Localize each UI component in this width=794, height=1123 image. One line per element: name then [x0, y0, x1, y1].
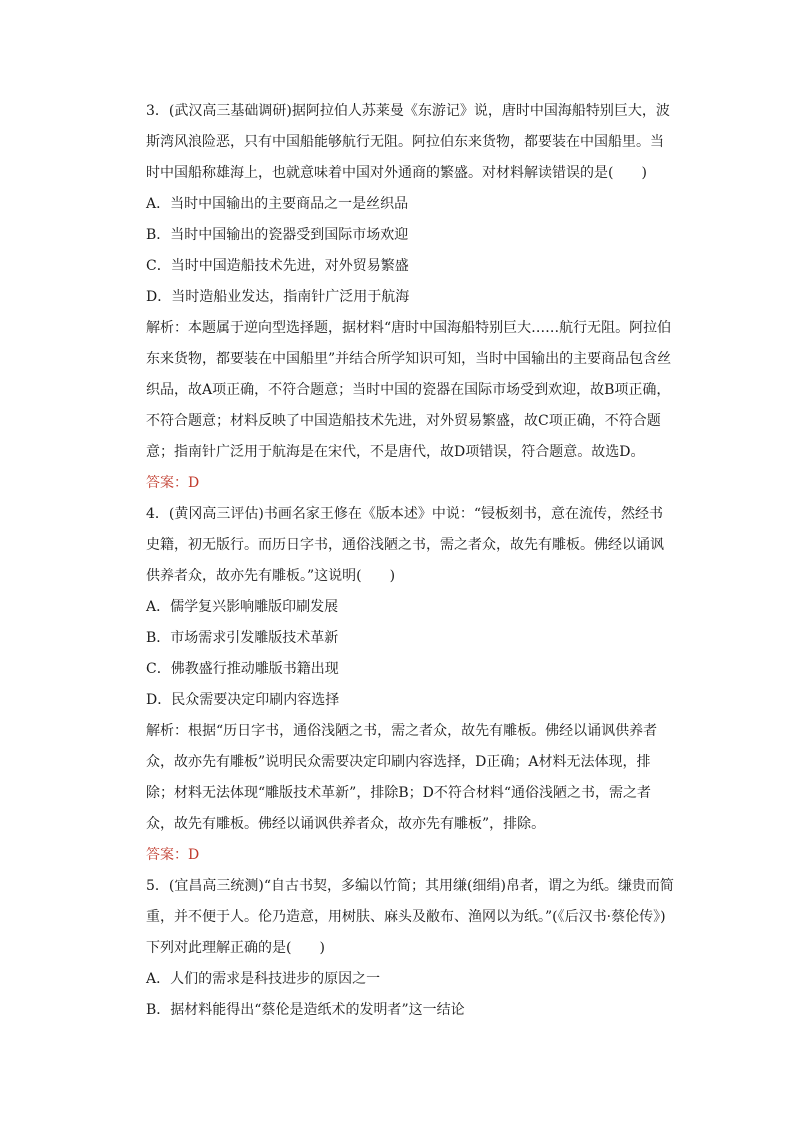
answer-text: 答案：D — [146, 475, 200, 491]
question-4 — [146, 499, 676, 871]
option-d: D．民众需要决定印刷内容选择 — [146, 692, 340, 708]
option-a: A．儒学复兴影响雕版印刷发展 — [146, 599, 339, 615]
option-b: B．据材料能得出“蔡伦是造纸术的发明者”这一结论 — [146, 1002, 465, 1018]
question-3 — [146, 96, 676, 499]
option-b: B．当时中国输出的瓷器受到国际市场欢迎 — [146, 227, 409, 243]
option-a: A．人们的需求是科技进步的原因之一 — [146, 971, 381, 987]
analysis-text: 解析：本题属于逆向型选择题，据材料“唐时中国海船特别巨大……航行无阻。阿拉伯东来货物，都要装在中国船里”并结合所学知识可知，当时中国输出的主要商品包含丝织品，故A项正确，不符合题意；当时中国的瓷器在国际市场受到欢迎，故B项正确，不符合题意；材料反映了中国造船技术先进，对外贸易繁盛，故C项正确，不符合题意；指南针广泛用于航海是在宋代，不是唐代，故D项错误，符合题意。故选D。 — [146, 320, 672, 460]
question-stem: 5．(宜昌高三统测)“自古书契，多编以竹简；其用缣(细绢)帛者，谓之为纸。缣贵而简重，并不便于人。伦乃造意，用树肤、麻头及敝布、渔网以为纸。”(《后汉书·蔡伦传》)下列对此理解正确的是( ) — [146, 878, 674, 956]
analysis-text: 解析：根据“历日字书，通俗浅陋之书，需之者众，故先有雕板。佛经以诵讽供养者众，故亦先有雕板”说明民众需要决定印刷内容选择，D正确；A材料无法体现，排除；材料无法体现“雕版技术革新”，排除B；D不符合材料“通俗浅陋之书，需之者众，故先有雕板。佛经以诵讽供养者众，故亦先有雕板”，排除。 — [146, 723, 658, 832]
option-a: A．当时中国输出的主要商品之一是丝织品 — [146, 196, 409, 212]
option-c: C．当时中国造船技术先进，对外贸易繁盛 — [146, 258, 409, 274]
option-c: C．佛教盛行推动雕版书籍出现 — [146, 661, 339, 677]
option-b: B．市场需求引发雕版技术革新 — [146, 630, 339, 646]
question-stem: 3．(武汉高三基础调研)据阿拉伯人苏莱曼《东游记》说，唐时中国海船特别巨大，波斯湾风浪险恶，只有中国船能够航行无阻。阿拉伯东来货物，都要装在中国船里。当时中国船称雄海上，也就意味着中国对外通商的繁盛。对材料解读错误的是( ) — [146, 103, 670, 181]
option-d: D．当时造船业发达，指南针广泛用于航海 — [146, 289, 410, 305]
question-stem: 4．(黄冈高三评估)书画名家王修在《版本述》中说：“锓板刻书，意在流传，然经书史籍，初无版行。而历日字书，通俗浅陋之书，需之者众，故先有雕板。佛经以诵讽供养者众，故亦先有雕板。”这说明( ) — [146, 506, 664, 584]
answer-text: 答案：D — [146, 847, 200, 863]
question-5 — [146, 871, 676, 1026]
document-page — [146, 96, 676, 1026]
